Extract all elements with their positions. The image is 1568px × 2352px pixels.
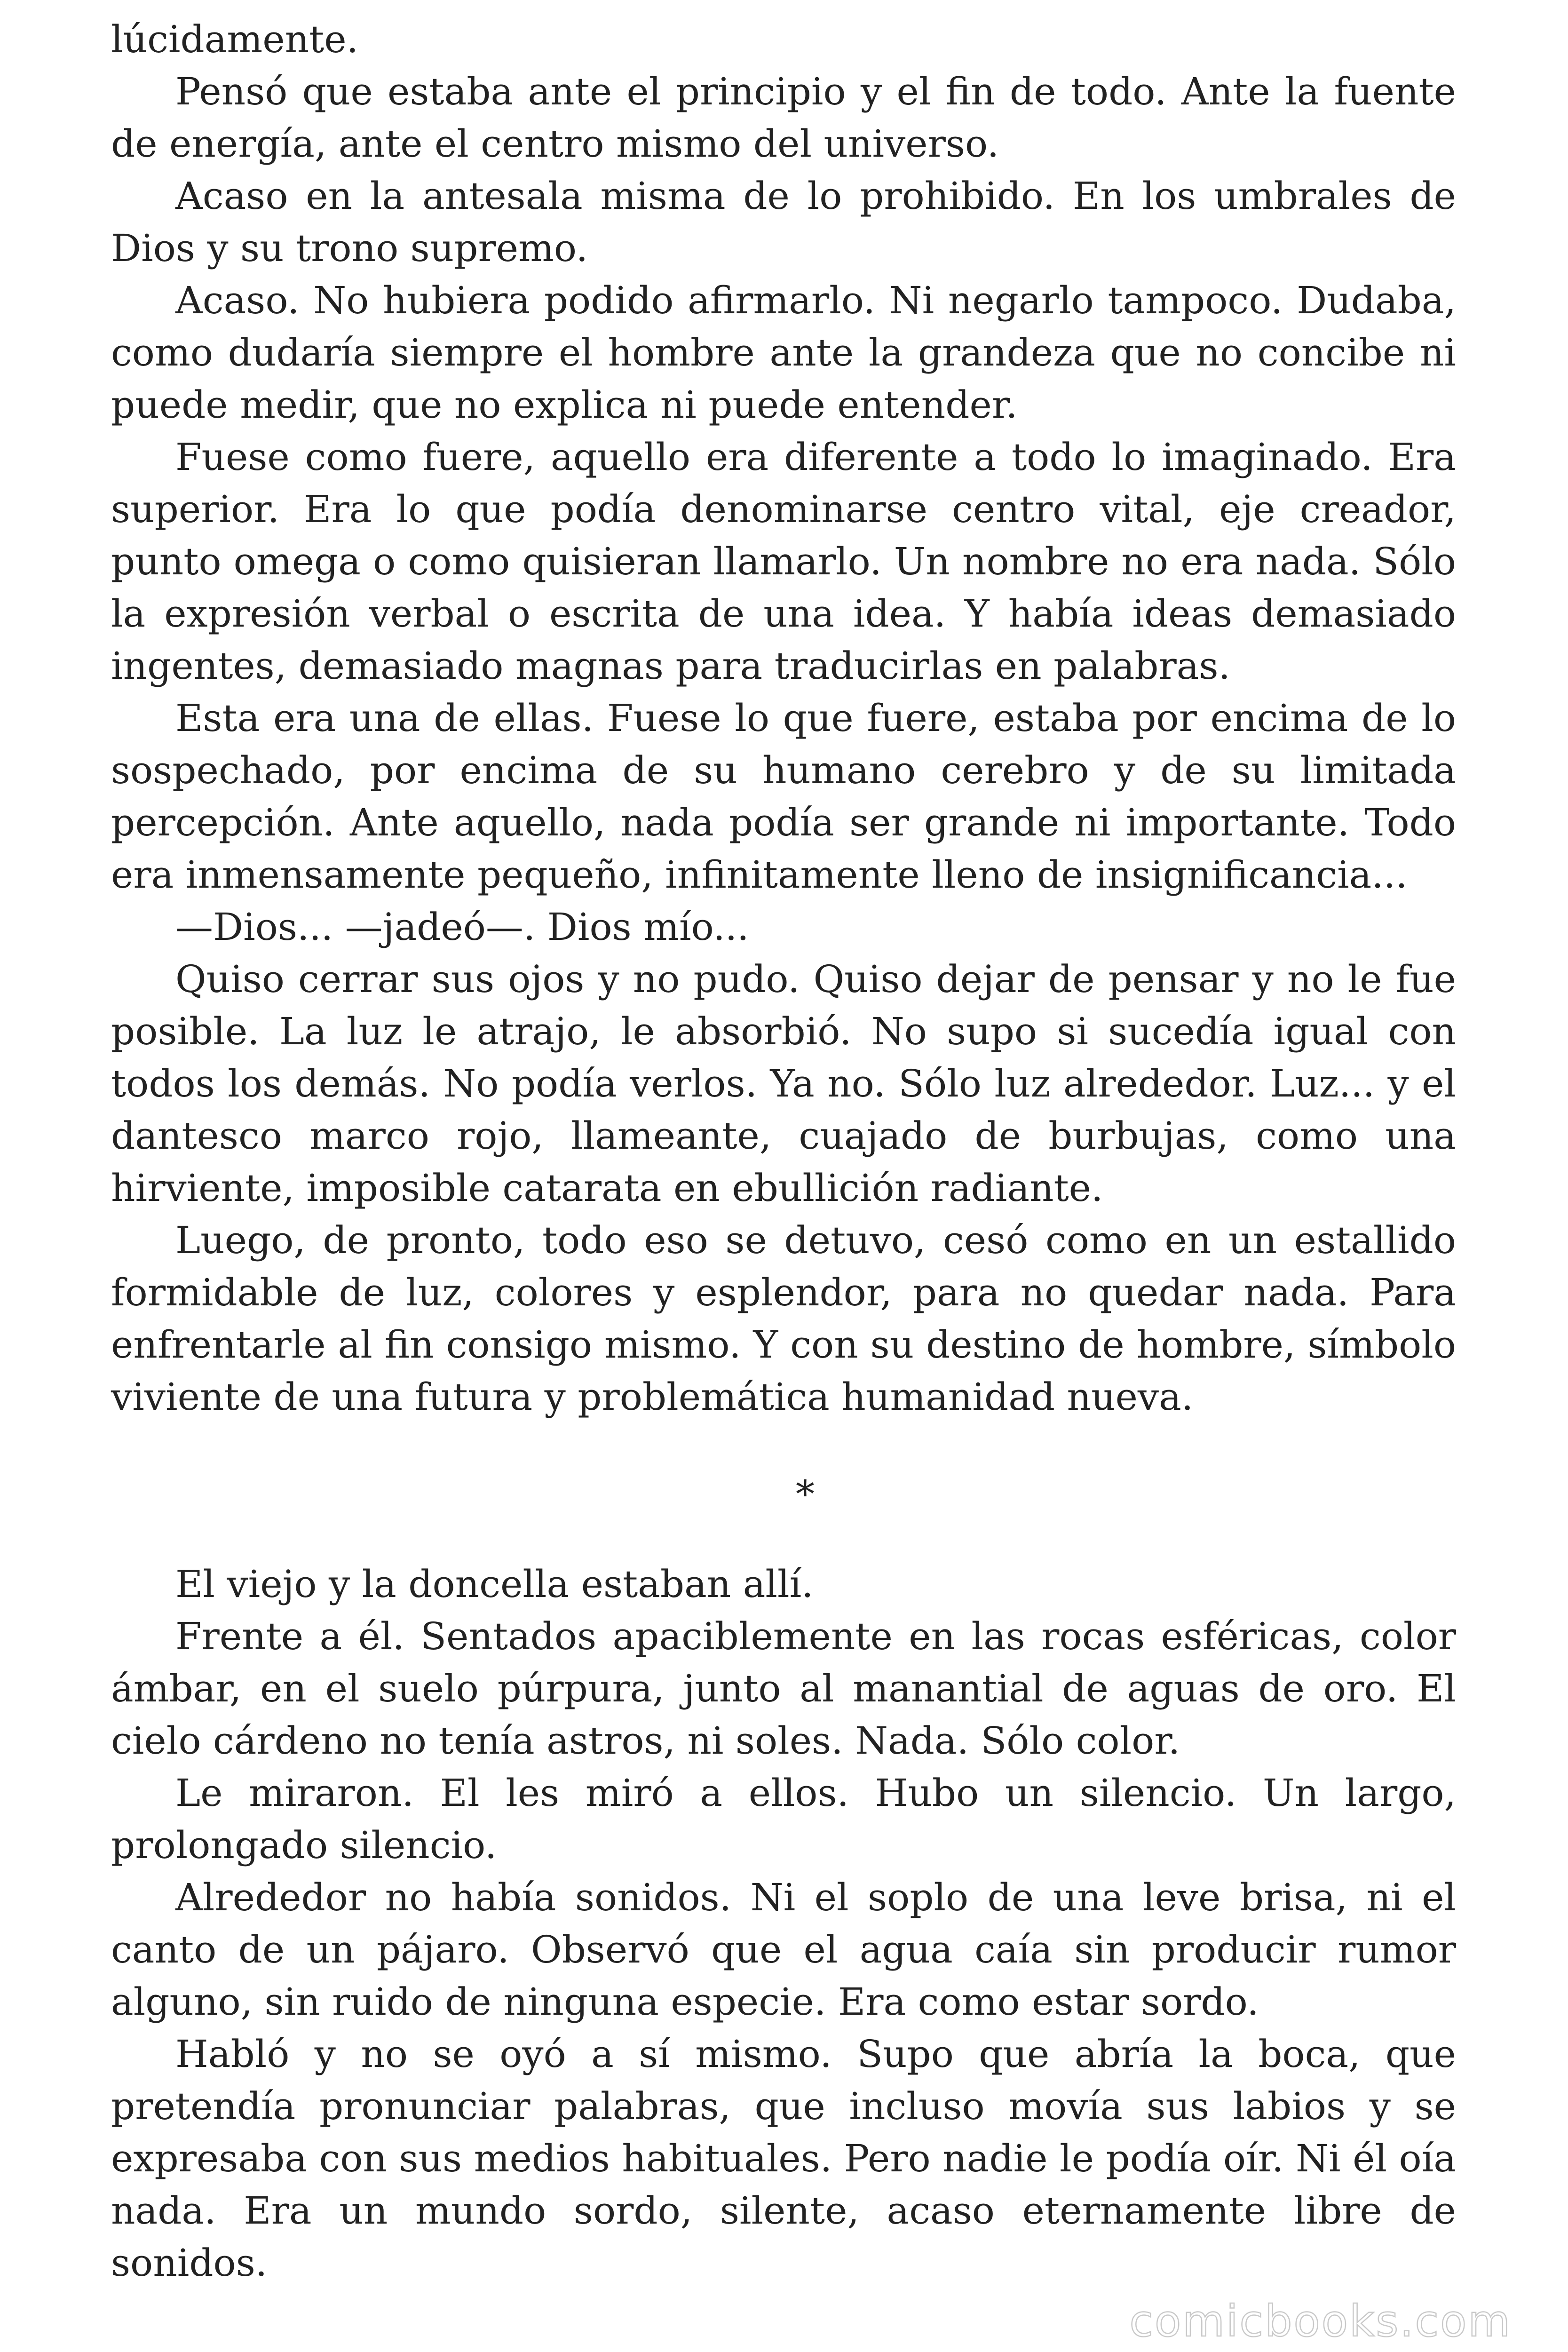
text-block-bottom: [111, 1558, 1456, 2289]
paragraph: Alrededor no había sonidos. Ni el soplo de una leve brisa, ni el canto de un pájaro. Observó que el agua caía sin producir rumor alguno, sin ruido de ninguna especie. Era como estar sordo.: [111, 1875, 1456, 2024]
watermark: comicbooks.com: [1129, 2296, 1512, 2346]
text-block-top: [111, 13, 1456, 1423]
dialogue-paragraph: —Dios... —jadeó—. Dios mío...: [175, 905, 749, 949]
paragraph: Quiso cerrar sus ojos y no pudo. Quiso dejar de pensar y no le fue posible. La luz le atrajo, le absorbió. No supo si sucedía igual con todos los demás. No podía verlos. Ya no. Sólo luz alrededor. Luz... y el dantesco marco rojo, llameante, cuajado de burbujas, como una hirviente, imposible catarata en ebullición radiante.: [111, 957, 1456, 1210]
paragraph: Pensó que estaba ante el principio y el fin de todo. Ante la fuente de energía, ante el centro mismo del universo.: [111, 70, 1456, 166]
paragraph: Esta era una de ellas. Fuese lo que fuere, estaba por encima de lo sospechado, por encima de su humano cerebro y de su limitada percepción. Ante aquello, nada podía ser grande ni importante. Todo era inmensamente pequeño, infinitamente lleno de insignificancia...: [111, 696, 1456, 897]
paragraph: El viejo y la doncella estaban allí.: [175, 1562, 814, 1606]
paragraph: Le miraron. El les miró a ellos. Hubo un silencio. Un largo, prolongado silencio.: [111, 1771, 1456, 1867]
paragraph: Habló y no se oyó a sí mismo. Supo que abría la boca, que pretendía pronunciar palabras, que incluso movía sus labios y se expresaba con sus medios habituales. Pero nadie le podía oír. Ni él oía nada. Era un mundo sordo, silente, acaso eternamente libre de sonidos.: [111, 2032, 1456, 2285]
paragraph: Luego, de pronto, todo eso se detuvo, cesó como en un estallido formidable de luz, colores y esplendor, para no quedar nada. Para enfrentarle al fin consigo mismo. Y con su destino de hombre, símbolo viviente de una futura y problemática humanidad nueva.: [111, 1218, 1456, 1419]
paragraph: Acaso en la antesala misma de lo prohibido. En los umbrales de Dios y su trono supremo.: [111, 174, 1456, 270]
paragraph: Acaso. No hubiera podido afirmarlo. Ni negarlo tampoco. Dudaba, como dudaría siempre el hombre ante la grandeza que no concibe ni puede medir, que no explica ni puede entender.: [111, 278, 1456, 427]
paragraph: lúcidamente.: [111, 17, 359, 61]
section-separator: *: [796, 1472, 815, 1516]
paragraph: Frente a él. Sentados apaciblemente en las rocas esféricas, color ámbar, en el suelo púrpura, junto al manantial de aguas de oro. El cielo cárdeno no tenía astros, ni soles. Nada. Sólo color.: [111, 1614, 1456, 1763]
paragraph: Fuese como fuere, aquello era diferente a todo lo imaginado. Era superior. Era lo que podía denominarse centro vital, eje creador, punto omega o como quisieran llamarlo. Un nombre no era nada. Sólo la expresión verbal o escrita de una idea. Y había ideas demasiado ingentes, demasiado magnas para traducirlas en palabras.: [111, 435, 1456, 688]
